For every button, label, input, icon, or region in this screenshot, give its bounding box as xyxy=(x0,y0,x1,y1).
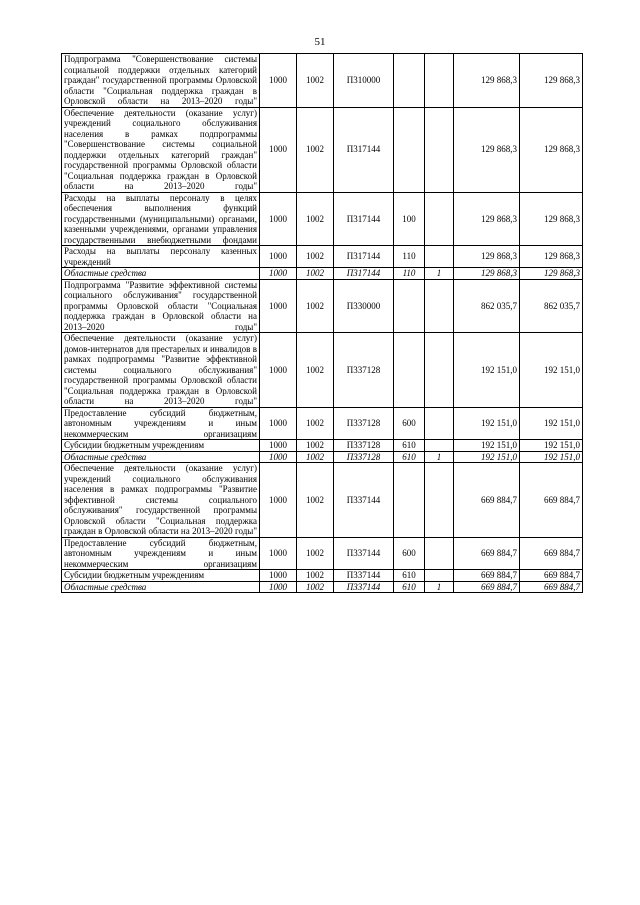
cell-section: 1000 xyxy=(260,333,297,408)
cell-name: Расходы на выплаты персоналу казенных учреждений xyxy=(62,246,260,268)
cell-name: Подпрограмма "Совершенствование системы социальной поддержки отдельных категорий граждан" государственной программы Орловской области "Социальная поддержка граждан в Орловской области на 2013–2020 годы" xyxy=(62,54,260,108)
table-row xyxy=(62,192,583,246)
cell-funding-source: 1 xyxy=(425,451,454,463)
cell-amount-1: 669 884,7 xyxy=(454,581,520,593)
cell-amount-1: 669 884,7 xyxy=(454,537,520,570)
table-row xyxy=(62,440,583,452)
cell-subsection: 1002 xyxy=(297,407,334,440)
cell-section: 1000 xyxy=(260,537,297,570)
cell-subsection: 1002 xyxy=(297,107,334,192)
cell-subsection: 1002 xyxy=(297,54,334,108)
table-row xyxy=(62,451,583,463)
cell-section: 1000 xyxy=(260,192,297,246)
cell-subsection: 1002 xyxy=(297,581,334,593)
cell-section: 1000 xyxy=(260,407,297,440)
table-row xyxy=(62,54,583,108)
cell-expense-type: 600 xyxy=(394,407,425,440)
cell-funding-source xyxy=(425,463,454,538)
cell-section: 1000 xyxy=(260,463,297,538)
cell-amount-2: 192 151,0 xyxy=(520,440,583,452)
cell-name: Субсидии бюджетным учреждениям xyxy=(62,440,260,452)
cell-amount-2: 192 151,0 xyxy=(520,407,583,440)
cell-target-code: П317144 xyxy=(334,107,394,192)
cell-funding-source xyxy=(425,279,454,333)
cell-target-code: П337128 xyxy=(334,333,394,408)
cell-subsection: 1002 xyxy=(297,268,334,280)
cell-funding-source xyxy=(425,107,454,192)
cell-name: Подпрограмма "Развитие эффективной системы социального обслуживания" государственной программы Орловской области "Социальная поддержка граждан в Орловской области на 2013–2020 годы" xyxy=(62,279,260,333)
cell-section: 1000 xyxy=(260,279,297,333)
table-row xyxy=(62,537,583,570)
cell-amount-2: 129 868,3 xyxy=(520,268,583,280)
cell-amount-2: 669 884,7 xyxy=(520,537,583,570)
cell-section: 1000 xyxy=(260,107,297,192)
cell-funding-source xyxy=(425,54,454,108)
cell-section: 1000 xyxy=(260,54,297,108)
cell-amount-1: 192 151,0 xyxy=(454,451,520,463)
cell-amount-2: 669 884,7 xyxy=(520,581,583,593)
cell-subsection: 1002 xyxy=(297,333,334,408)
cell-amount-1: 129 868,3 xyxy=(454,268,520,280)
cell-expense-type: 610 xyxy=(394,581,425,593)
table-body xyxy=(62,54,583,593)
table-row xyxy=(62,407,583,440)
cell-subsection: 1002 xyxy=(297,440,334,452)
table-row xyxy=(62,333,583,408)
cell-target-code: П310000 xyxy=(334,54,394,108)
cell-target-code: П337128 xyxy=(334,407,394,440)
cell-funding-source xyxy=(425,570,454,582)
cell-section: 1000 xyxy=(260,246,297,268)
cell-target-code: П317144 xyxy=(334,246,394,268)
cell-funding-source xyxy=(425,537,454,570)
cell-target-code: П317144 xyxy=(334,192,394,246)
cell-target-code: П330000 xyxy=(334,279,394,333)
cell-target-code: П337144 xyxy=(334,463,394,538)
cell-subsection: 1002 xyxy=(297,570,334,582)
cell-amount-2: 192 151,0 xyxy=(520,451,583,463)
cell-subsection: 1002 xyxy=(297,451,334,463)
cell-subsection: 1002 xyxy=(297,537,334,570)
table-row xyxy=(62,570,583,582)
cell-amount-1: 129 868,3 xyxy=(454,246,520,268)
cell-section: 1000 xyxy=(260,581,297,593)
table-row xyxy=(62,463,583,538)
cell-funding-source: 1 xyxy=(425,581,454,593)
cell-amount-1: 669 884,7 xyxy=(454,463,520,538)
cell-expense-type xyxy=(394,107,425,192)
cell-expense-type xyxy=(394,54,425,108)
cell-funding-source xyxy=(425,440,454,452)
cell-expense-type: 610 xyxy=(394,440,425,452)
cell-expense-type: 610 xyxy=(394,570,425,582)
cell-amount-2: 192 151,0 xyxy=(520,333,583,408)
cell-section: 1000 xyxy=(260,440,297,452)
cell-name: Обеспечение деятельности (оказание услуг) домов-интернатов для престарелых и инвалидов в рамках подпрограммы "Развитие эффективной системы социального обслуживания" государственной программы Орловской области "Социальная поддержка граждан в Орловской области на 2013–2020 годы" xyxy=(62,333,260,408)
cell-name: Предоставление субсидий бюджетным, автономным учреждениям и иным некоммерческим организациям xyxy=(62,537,260,570)
cell-target-code: П337144 xyxy=(334,537,394,570)
cell-section: 1000 xyxy=(260,268,297,280)
table-row xyxy=(62,107,583,192)
cell-amount-2: 129 868,3 xyxy=(520,107,583,192)
cell-amount-2: 129 868,3 xyxy=(520,54,583,108)
cell-expense-type xyxy=(394,463,425,538)
cell-expense-type xyxy=(394,333,425,408)
cell-name: Расходы на выплаты персоналу в целях обеспечения выполнения функций государственными (муниципальными) органами, казенными учреждениями, органами управления государственными внебюджетными фондами xyxy=(62,192,260,246)
table-row xyxy=(62,268,583,280)
page-number: 51 xyxy=(314,36,326,48)
cell-funding-source xyxy=(425,407,454,440)
cell-section: 1000 xyxy=(260,451,297,463)
cell-expense-type: 100 xyxy=(394,192,425,246)
cell-expense-type: 110 xyxy=(394,246,425,268)
cell-name: Обеспечение деятельности (оказание услуг) учреждений социального обслуживания населения в рамках подпрограммы "Развитие эффективной системы социального обслуживания" государственной программы Орловской области "Социальная поддержка граждан в Орловской области на 2013–2020 годы" xyxy=(62,463,260,538)
cell-amount-2: 669 884,7 xyxy=(520,463,583,538)
cell-target-code: П317144 xyxy=(334,268,394,280)
cell-funding-source xyxy=(425,246,454,268)
cell-funding-source: 1 xyxy=(425,268,454,280)
cell-amount-2: 862 035,7 xyxy=(520,279,583,333)
cell-name: Областные средства xyxy=(62,451,260,463)
cell-target-code: П337128 xyxy=(334,451,394,463)
cell-target-code: П337144 xyxy=(334,581,394,593)
cell-target-code: П337144 xyxy=(334,570,394,582)
cell-name: Обеспечение деятельности (оказание услуг) учреждений социального обслуживания населения в рамках подпрограммы "Совершенствование системы социальной поддержки отдельных категорий граждан" государственной программы Орловской области "Социальная поддержка граждан в Орловской области на 2013–2020 годы" xyxy=(62,107,260,192)
cell-expense-type: 610 xyxy=(394,451,425,463)
cell-amount-2: 129 868,3 xyxy=(520,192,583,246)
cell-subsection: 1002 xyxy=(297,463,334,538)
cell-funding-source xyxy=(425,333,454,408)
budget-table xyxy=(61,53,583,593)
cell-amount-1: 192 151,0 xyxy=(454,333,520,408)
cell-amount-2: 129 868,3 xyxy=(520,246,583,268)
table-row xyxy=(62,246,583,268)
cell-amount-2: 669 884,7 xyxy=(520,570,583,582)
cell-amount-1: 129 868,3 xyxy=(454,107,520,192)
cell-name: Субсидии бюджетным учреждениям xyxy=(62,570,260,582)
cell-expense-type: 110 xyxy=(394,268,425,280)
cell-section: 1000 xyxy=(260,570,297,582)
cell-name: Областные средства xyxy=(62,268,260,280)
cell-amount-1: 862 035,7 xyxy=(454,279,520,333)
cell-target-code: П337128 xyxy=(334,440,394,452)
cell-subsection: 1002 xyxy=(297,192,334,246)
cell-name: Предоставление субсидий бюджетным, автономным учреждениям и иным некоммерческим организациям xyxy=(62,407,260,440)
cell-subsection: 1002 xyxy=(297,279,334,333)
cell-name: Областные средства xyxy=(62,581,260,593)
cell-amount-1: 129 868,3 xyxy=(454,54,520,108)
table-row xyxy=(62,581,583,593)
table-row xyxy=(62,279,583,333)
cell-amount-1: 192 151,0 xyxy=(454,407,520,440)
cell-amount-1: 192 151,0 xyxy=(454,440,520,452)
cell-expense-type xyxy=(394,279,425,333)
cell-amount-1: 129 868,3 xyxy=(454,192,520,246)
cell-subsection: 1002 xyxy=(297,246,334,268)
cell-expense-type: 600 xyxy=(394,537,425,570)
cell-funding-source xyxy=(425,192,454,246)
cell-amount-1: 669 884,7 xyxy=(454,570,520,582)
